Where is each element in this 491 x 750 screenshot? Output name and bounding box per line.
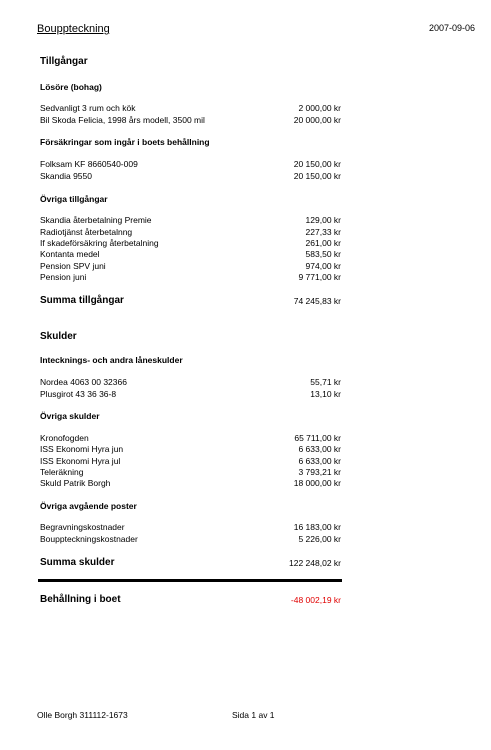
line-item-amount: 3 793,21 kr — [298, 467, 341, 477]
balance-amount: -48 002,19 kr — [290, 595, 341, 605]
line-item-amount: 20 000,00 kr — [293, 115, 341, 125]
line-item-label: Plusgirot 43 36 36-8 — [40, 389, 117, 399]
line-item-label: Begravningskostnader — [40, 522, 125, 532]
line-item-amount: 16 183,00 kr — [293, 522, 341, 532]
assets-sum-label: Summa tillgångar — [40, 295, 124, 306]
line-item-label: Folksam KF 8660540-009 — [40, 159, 138, 169]
line-item-amount: 5 226,00 kr — [298, 534, 341, 544]
line-item-label: ISS Ekonomi Hyra jul — [40, 456, 121, 466]
debts-heading: Skulder — [40, 331, 77, 342]
line-item-label: Skandia 9550 — [40, 171, 92, 181]
line-item-amount: 55,71 kr — [310, 377, 341, 387]
line-item-label: If skadeförsäkring återbetalning — [40, 238, 159, 248]
line-item-label: Bouppteckningskostnader — [40, 534, 138, 544]
line-item-amount: 9 771,00 kr — [298, 272, 341, 282]
line-item-label: Kontanta medel — [40, 249, 100, 259]
group-title: Övriga tillgångar — [40, 194, 108, 204]
line-item-amount: 227,33 kr — [305, 227, 341, 237]
line-item-label: Radiotjänst återbetalnng — [40, 227, 133, 237]
line-item-amount: 261,00 kr — [305, 238, 341, 248]
footer-name: Olle Borgh 311112-1673 — [37, 710, 128, 720]
line-item-label: Pension SPV juni — [40, 261, 106, 271]
document-title: Bouppteckning — [37, 23, 110, 35]
debts-sum-label: Summa skulder — [40, 557, 115, 568]
group-title: Försäkringar som ingår i boets behållning — [40, 137, 210, 147]
line-item-amount: 65 711,00 kr — [294, 433, 341, 443]
line-item-amount: 20 150,00 kr — [293, 171, 341, 181]
group-title: Intecknings- och andra låneskulder — [40, 355, 183, 365]
line-item-amount: 6 633,00 kr — [298, 444, 341, 454]
balance-label: Behållning i boet — [40, 594, 121, 605]
line-item-label: Skandia återbetalning Premie — [40, 215, 152, 225]
line-item-label: Kronofogden — [40, 433, 89, 443]
line-item-label: Nordea 4063 00 32366 — [40, 377, 127, 387]
line-item-amount: 974,00 kr — [305, 261, 341, 271]
line-item-amount: 20 150,00 kr — [293, 159, 341, 169]
total-divider — [38, 579, 342, 582]
line-item-label: Skuld Patrik Borgh — [40, 478, 111, 488]
line-item-amount: 6 633,00 kr — [298, 456, 341, 466]
line-item-label: Sedvanligt 3 rum och kök — [40, 103, 136, 113]
line-item-label: Teleräkning — [40, 467, 84, 477]
group-title: Övriga avgående poster — [40, 501, 137, 511]
line-item-label: Pension juni — [40, 272, 87, 282]
line-item-amount: 129,00 kr — [305, 215, 341, 225]
line-item-label: ISS Ekonomi Hyra jun — [40, 444, 124, 454]
footer-page-number: Sida 1 av 1 — [232, 710, 275, 720]
line-item-amount: 13,10 kr — [310, 389, 341, 399]
group-title: Lösöre (bohag) — [40, 82, 102, 92]
line-item-amount: 583,50 kr — [305, 249, 341, 259]
line-item-amount: 2 000,00 kr — [298, 103, 341, 113]
assets-heading: Tillgångar — [40, 56, 88, 67]
debts-sum-amount: 122 248,02 kr — [289, 558, 341, 568]
assets-sum-amount: 74 245,83 kr — [293, 296, 341, 306]
line-item-amount: 18 000,00 kr — [293, 478, 341, 488]
document-date: 2007-09-06 — [429, 23, 476, 33]
group-title: Övriga skulder — [40, 411, 100, 421]
line-item-label: Bil Skoda Felicia, 1998 års modell, 3500 mil — [40, 115, 205, 125]
